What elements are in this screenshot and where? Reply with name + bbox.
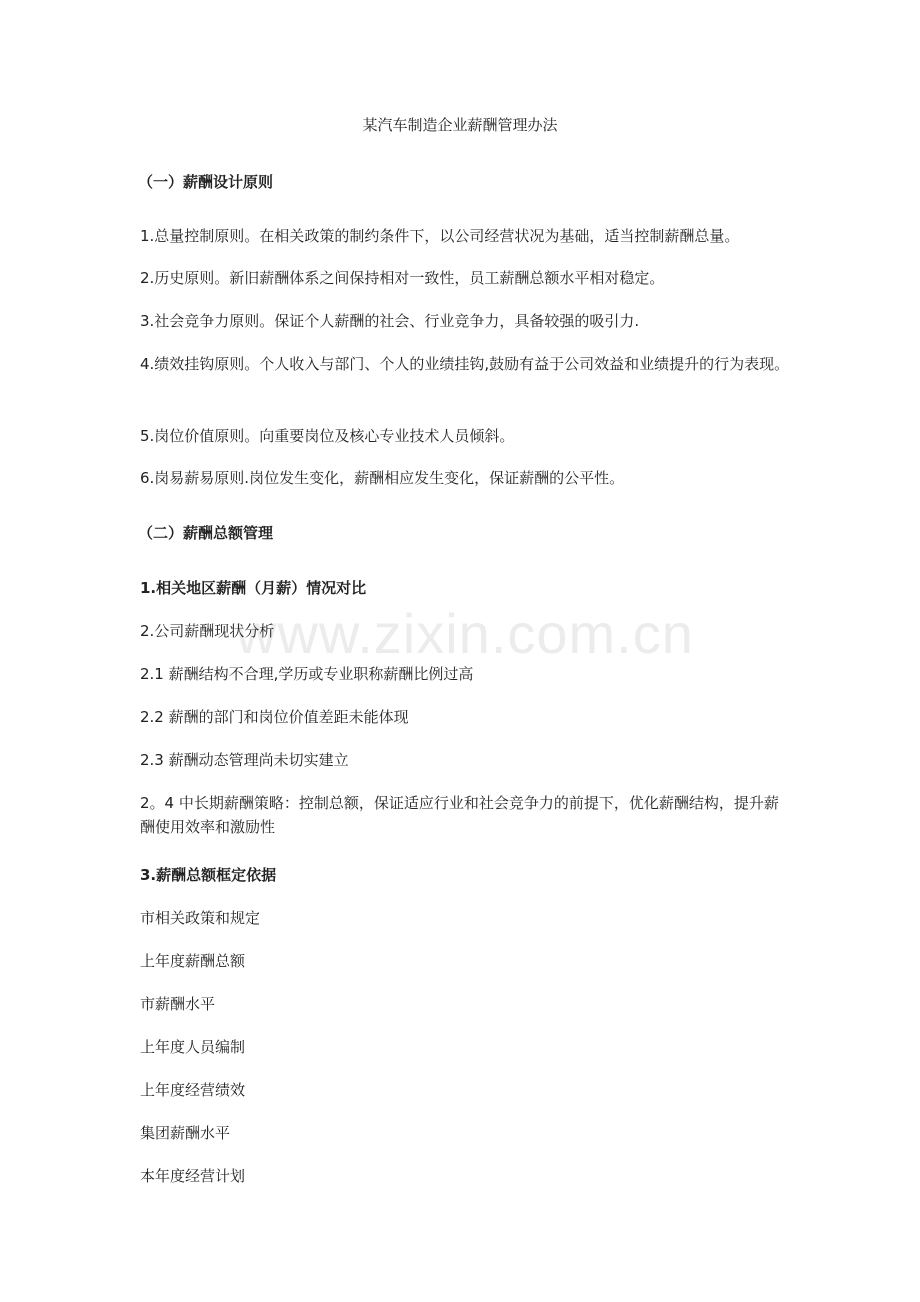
principle-item: 2.历史原则。新旧薪酬体系之间保持相对一致性，员工薪酬总额水平相对稳定。 <box>140 269 665 287</box>
basis-item: 上年度人员编制 <box>140 1038 246 1056</box>
subheading-2: 2.公司薪酬现状分析 <box>140 622 275 640</box>
principle-item: 1.总量控制原则。在相关政策的制约条件下，以公司经营状况为基础，适当控制薪酬总量。 <box>140 227 740 245</box>
basis-item: 本年度经营计划 <box>140 1167 246 1185</box>
basis-item: 上年度薪酬总额 <box>140 952 246 970</box>
basis-item: 集团薪酬水平 <box>140 1124 231 1142</box>
basis-item: 上年度经营绩效 <box>140 1081 246 1099</box>
subheading-1: 1.相关地区薪酬（月薪）情况对比 <box>140 579 367 597</box>
basis-item: 市相关政策和规定 <box>140 909 261 927</box>
analysis-item: 2。4 中长期薪酬策略：控制总额，保证适应行业和社会竞争力的前提下，优化薪酬结构，提升薪酬使用效率和激励性 <box>140 794 779 836</box>
section-heading-1: （一）薪酬设计原则 <box>138 173 274 191</box>
subheading-3: 3.薪酬总额框定依据 <box>140 866 277 884</box>
basis-item: 市薪酬水平 <box>140 995 216 1013</box>
section-heading-2: （二）薪酬总额管理 <box>138 524 274 542</box>
document-title: 某汽车制造企业薪酬管理办法 <box>362 116 558 134</box>
principle-item: 4.绩效挂钩原则。个人收入与部门、个人的业绩挂钩,鼓励有益于公司效益和业绩提升的行为表现。 <box>140 355 790 373</box>
analysis-item: 2.1 薪酬结构不合理,学历或专业职称薪酬比例过高 <box>140 665 474 683</box>
principle-item: 5.岗位价值原则。向重要岗位及核心专业技术人员倾斜。 <box>140 427 515 445</box>
analysis-item: 2.3 薪酬动态管理尚未切实建立 <box>140 751 349 769</box>
analysis-item: 2.2 薪酬的部门和岗位价值差距未能体现 <box>140 708 409 726</box>
watermark: www.zixin.com.cn <box>236 602 694 665</box>
principle-item: 3.社会竞争力原则。保证个人薪酬的社会、行业竞争力，具备较强的吸引力. <box>140 312 640 330</box>
principle-item: 6.岗易薪易原则.岗位发生变化，薪酬相应发生变化，保证薪酬的公平性。 <box>140 469 625 487</box>
